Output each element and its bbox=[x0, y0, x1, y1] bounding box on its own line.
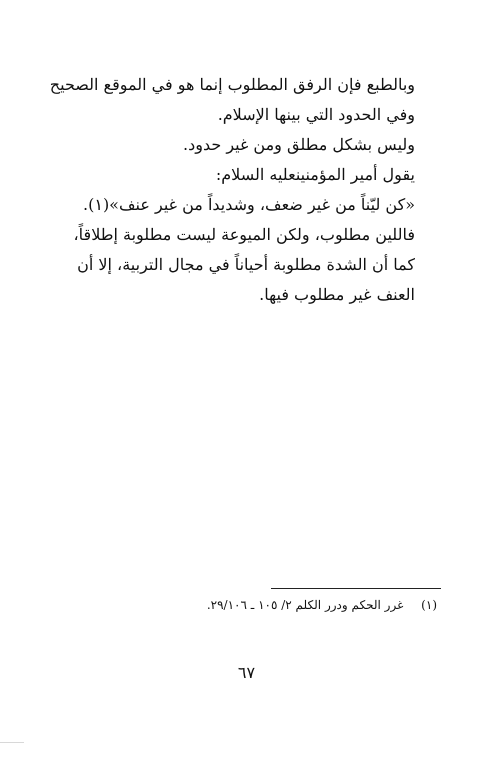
paragraph-4-quote: «كن ليّناً من غير ضعف، وشديداً من غير عنف»(١). bbox=[83, 195, 415, 214]
footnote-text: غرر الحكم ودرر الكلم ٢/ ١٠٥ ـ ٢٩/١٠٦. bbox=[206, 598, 404, 612]
footnote bbox=[60, 596, 437, 614]
footnote-divider bbox=[271, 588, 441, 589]
paragraph-3: يقول أمير المؤمنينعليه السلام: bbox=[215, 165, 415, 184]
paragraph-1: وبالطبع فإن الرفق المطلوب إنما هو في الموقع الصحيح وفي الحدود التي بينها الإسلام. bbox=[49, 75, 415, 124]
scan-edge-mark bbox=[0, 742, 24, 743]
paragraph-5: فاللين مطلوب، ولكن الميوعة ليست مطلوبة إطلاقاً، كما أن الشدة مطلوبة أحياناً في مجال التربية، إلا أن العنف غير مطلوب فيها. bbox=[73, 225, 415, 304]
page-number: ٦٧ bbox=[237, 663, 256, 682]
main-text bbox=[48, 70, 441, 310]
paragraph-2: وليس بشكل مطلق ومن غير حدود. bbox=[183, 135, 415, 154]
footnote-number: (١) bbox=[421, 598, 437, 612]
